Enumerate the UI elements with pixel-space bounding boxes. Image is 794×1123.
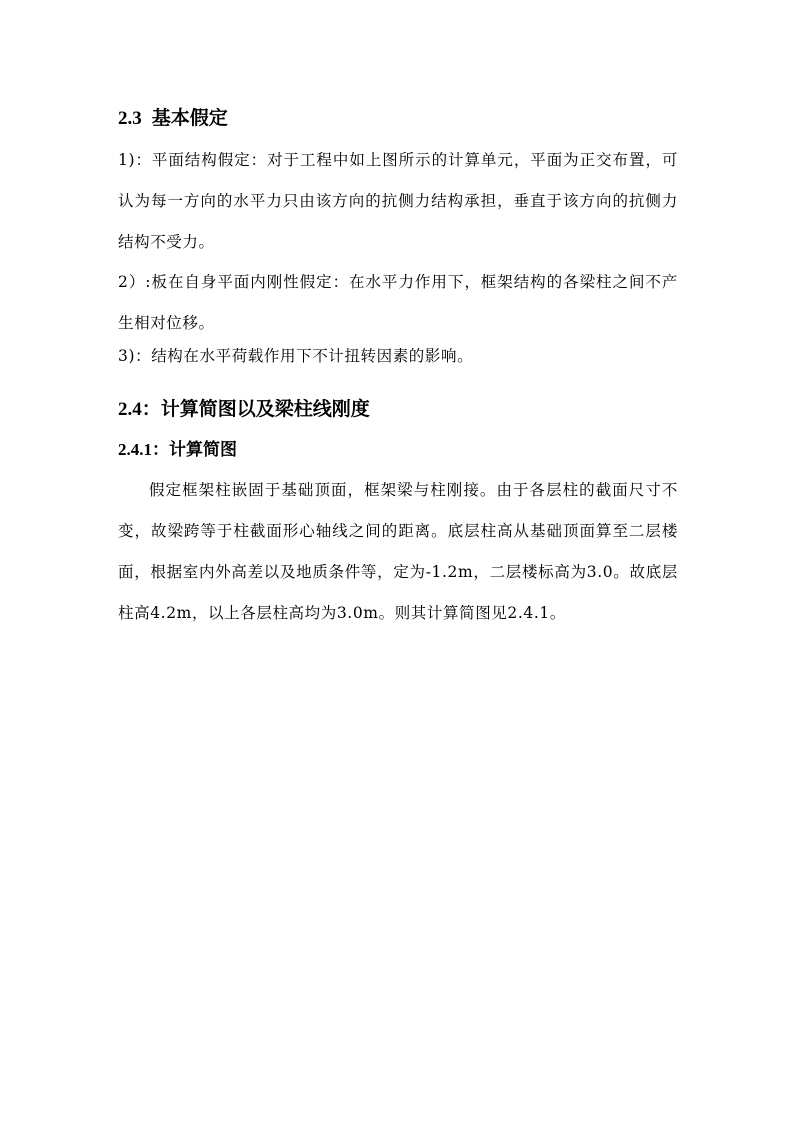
- paragraph-slab-rigidity: 2）:板在自身平面内刚性假定：在水平力作用下，框架结构的各梁柱之间不产生相对位移。: [118, 273, 678, 332]
- section-heading-2-4: [118, 397, 370, 422]
- section-title: 基本假定: [151, 107, 228, 129]
- paragraph-torsion: 3)：结构在水平荷载作用下不计扭转因素的影响。: [118, 347, 474, 365]
- section-number: 2.3: [118, 108, 142, 129]
- section-number: 2.4: [118, 399, 142, 420]
- section-number: 2.4.1: [118, 440, 152, 459]
- paragraph-calculation-diagram: 假定框架柱嵌固于基础顶面，框架梁与柱刚接。由于各层柱的截面尺寸不变，故梁跨等于柱截面形心轴线之间的距离。底层柱高从基础顶面算至二层楼面，根据室内外高差以及地质条件等，定为-1.2m，二层楼标高为3.0。故底层柱高4.2m，以上各层柱高均为3.0m。则其计算简图见2.4.1。: [118, 481, 678, 622]
- section-title: ：计算简图以及梁柱线刚度: [141, 398, 370, 420]
- paragraph-plane-assumption: 1)：平面结构假定：对于工程中如上图所示的计算单元，平面为正交布置，可认为每一方向的水平力只由该方向的抗侧力结构承担，垂直于该方向的抗侧力结构不受力。: [118, 151, 678, 251]
- section-heading-2-3: [118, 106, 228, 131]
- section-heading-2-4-1: [118, 438, 237, 462]
- section-title: ：计算简图: [152, 440, 237, 460]
